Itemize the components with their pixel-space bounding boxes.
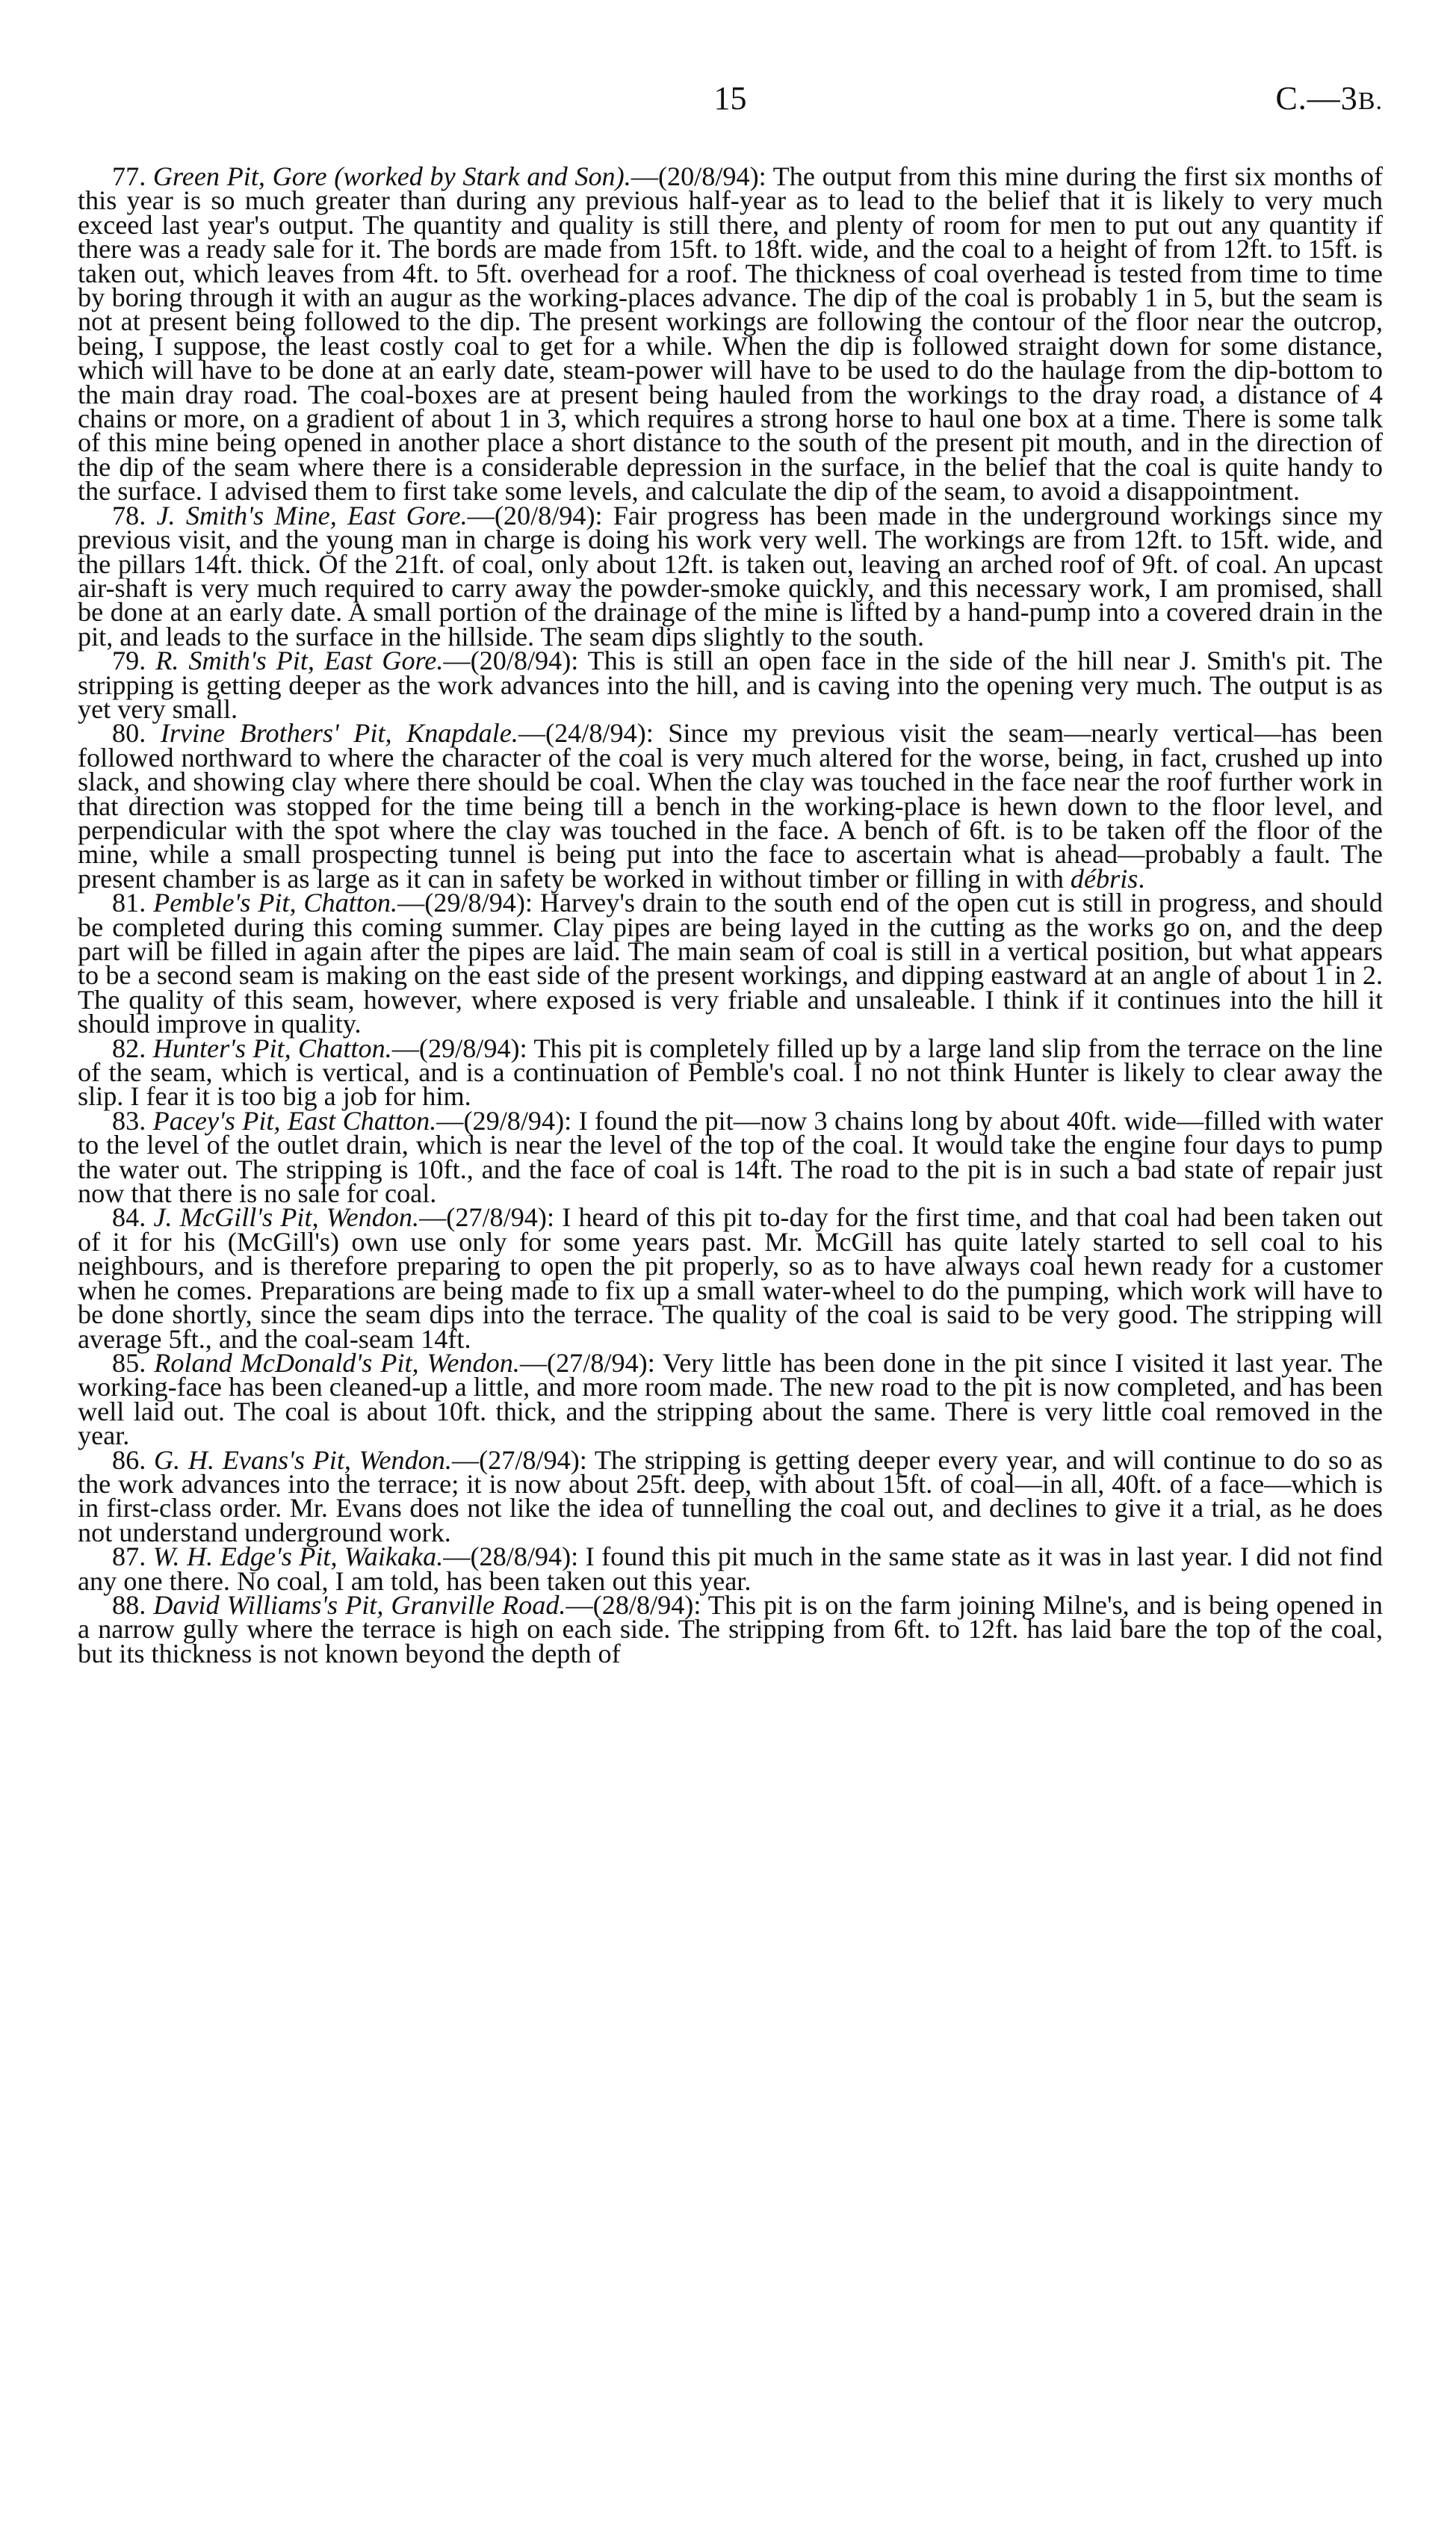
paragraph-title: Pemble's Pit, Chatton. bbox=[153, 888, 398, 918]
paragraph-82 bbox=[78, 1033, 1383, 1112]
paragraph-number: 79. bbox=[112, 646, 146, 676]
series-code-suffix: B. bbox=[1357, 87, 1383, 115]
paragraph-84 bbox=[78, 1202, 1384, 1354]
paragraph-text: —(27/8/94): Very little has been done in the pit since I visited it last year. The working-face has been cleaned-up a little, and more room made. The new road to the pit is now completed, and has been well laid out. The coal is about 10ft. thick, and the stripping about the same. There is very little coal removed in the year. bbox=[78, 1347, 1384, 1451]
paragraph-number: 88. bbox=[112, 1589, 146, 1620]
series-code bbox=[1275, 79, 1383, 117]
paragraph-88 bbox=[78, 1589, 1383, 1668]
paragraph-78 bbox=[78, 500, 1383, 652]
paragraph-title: David Williams's Pit, Granville Road. bbox=[153, 1589, 566, 1620]
paragraph-81 bbox=[78, 888, 1383, 1039]
paragraph-87 bbox=[78, 1541, 1384, 1596]
paragraph-title: Pacey's Pit, East Chatton. bbox=[152, 1105, 437, 1136]
page-number: 15 bbox=[713, 80, 747, 117]
paragraph-number: 77. bbox=[112, 161, 146, 191]
paragraph-number: 85. bbox=[112, 1347, 146, 1378]
paragraph-text: —(28/8/94): I found this pit much in the same state as it was in last year. I did not find any one there. No coal, I am told, has been taken out this year. bbox=[78, 1541, 1384, 1596]
paragraph-tail: . bbox=[1138, 863, 1145, 894]
paragraph-title: J. Smith's Mine, East Gore. bbox=[156, 500, 468, 531]
paragraph-text: —(20/8/94): This is still an open face in the side of the hill near J. Smith's pit. The stripping is getting deeper as the work advances into the hill, and is caving into the opening very much. The output is as yet very small. bbox=[78, 646, 1383, 724]
paragraph-text: —(20/8/94): The output from this mine during the first six months of this year is so much greater than during any previous half-year as to lead to the belief that it is likely to very much exceed last year's output. The quantity and quality is still there, and plenty of room for men to put out any quantity if there was a ready sale for it. The bords are made from 15ft. to 18ft. wide, and the coal to a height of from 12ft. to 15ft. is taken out, which leaves from 4ft. to 5ft. overhead for a roof. The thickness of coal overhead is tested from time to time by boring through it with an augur as the working-places advance. The dip of the coal is probably 1 in 5, but the seam is not at present being followed to the dip. The present workings are following the contour of the floor near the outcrop, being, I suppose, the least costly coal to get for a while. When the dip is followed straight down for some distance, which will have to be done at an early date, steam-power will have to be used to do the haulage from the dip-bottom to the main dray road. The coal-boxes are at present being hauled from the workings to the dray road, a distance of 4 chains or more, on a gradient of about 1 in 3, which requires a strong horse to haul one box at a time. There is some talk of this mine being opened in another place a short distance to the south of the present pit mouth, and in the direction of the dip of the seam where there is a considerable depression in the surface, in the belief that the coal is quite handy to the surface. I advised them to first take some levels, and calculate the dip of the seam, to avoid a disappointment. bbox=[78, 161, 1384, 507]
paragraph-77 bbox=[78, 161, 1384, 507]
paragraph-85 bbox=[78, 1347, 1384, 1451]
paragraph-title: W. H. Edge's Pit, Waikaka. bbox=[152, 1541, 444, 1572]
paragraph-italic-term: débris bbox=[1070, 863, 1139, 894]
paragraph-text: —(27/8/94): I heard of this pit to-day for the first time, and that coal had been taken out of it for his (McGill's) own use only for some years past. Mr. McGill has quite lately started to sell coal to his neighbours, and is therefore preparing to open the pit properly, so as to have always coal hewn ready for a customer when he comes. Preparations are being made to fix up a small water-wheel to do the pumping, which work will have to be done shortly, since the seam dips into the terrace. The quality of the coal is said to be very good. The stripping will average 5ft., and the coal-seam 14ft. bbox=[78, 1202, 1384, 1354]
paragraph-text: —(29/8/94): Harvey's drain to the south end of the open cut is still in progress, and should be completed during this coming summer. Clay pipes are being layed in the cutting as the works go on, and the deep part will be filled in again after the pipes are laid. The main seam of coal is still in a vertical position, but what appears to be a second seam is making on the east side of the present workings, and dipping eastward at an angle of about 1 in 2. The quality of this seam, however, where exposed is very friable and unsaleable. I think if it continues into the hill it should improve in quality. bbox=[78, 888, 1383, 1039]
paragraph-title: Roland McDonald's Pit, Wendon. bbox=[154, 1347, 520, 1378]
paragraph-86 bbox=[78, 1444, 1384, 1547]
paragraph-83 bbox=[78, 1105, 1384, 1209]
series-code-main: C.—3 bbox=[1275, 80, 1358, 117]
paragraph-title: G. H. Evans's Pit, Wendon. bbox=[153, 1444, 452, 1475]
paragraph-80 bbox=[78, 718, 1383, 894]
paragraph-number: 84. bbox=[112, 1202, 146, 1233]
paragraph-number: 87. bbox=[112, 1541, 146, 1572]
paragraph-number: 83. bbox=[112, 1105, 146, 1136]
paragraph-number: 80. bbox=[112, 718, 146, 749]
paragraph-title: J. McGill's Pit, Wendon. bbox=[153, 1202, 420, 1233]
paragraph-79 bbox=[78, 646, 1383, 724]
paragraph-number: 86. bbox=[112, 1444, 146, 1475]
paragraph-number: 81. bbox=[112, 888, 146, 918]
paragraph-title: R. Smith's Pit, East Gore. bbox=[155, 646, 444, 676]
paragraph-text: —(27/8/94): The stripping is getting deeper every year, and will continue to do so as the work advances into the terrace; it is now about 25ft. deep, with about 15ft. of coal—in all, 40ft. of a face—which is in first-class order. Mr. Evans does not like the idea of tunnelling the coal out, and declines to give it a trial, as he does not understand underground work. bbox=[78, 1444, 1384, 1547]
paragraph-number: 82. bbox=[112, 1033, 146, 1063]
paragraph-title: Hunter's Pit, Chatton. bbox=[152, 1033, 392, 1063]
paragraph-text: —(29/8/94): This pit is completely filled up by a large land slip from the terrace on the line of the seam, which is vertical, and is a continuation of Pemble's coal. I no not think Hunter is likely to clear away the slip. I fear it is too big a job for him. bbox=[78, 1033, 1383, 1112]
paragraph-title: Green Pit, Gore (worked by Stark and Son). bbox=[152, 161, 631, 191]
paragraph-text: —(28/8/94): This pit is on the farm joining Milne's, and is being opened in a narrow gully where the terrace is high on each side. The stripping from 6ft. to 12ft. has laid bare the top of the coal, but its thickness is not known beyond the depth of bbox=[78, 1589, 1383, 1668]
paragraph-text: —(24/8/94): Since my previous visit the seam—nearly vertical—has been followed northward to where the character of the coal is very much altered for the worse, being, in fact, crushed up into slack, and showing clay where there should be coal. When the clay was touched in the face near the roof further work in that direction was stopped for the time being till a bench in the working-place is hewn down to the floor level, and perpendicular with the spot where the clay was touched in the face. A bench of 6ft. is to be taken off the floor of the mine, while a small prospecting tunnel is being put into the face to ascertain what is ahead—probably a fault. The present chamber is as large as it can in safety be worked in without timber or filling in with bbox=[78, 718, 1383, 894]
paragraph-number: 78. bbox=[112, 500, 146, 531]
report-body bbox=[78, 161, 1384, 1668]
paragraph-text: —(20/8/94): Fair progress has been made in the underground workings since my previous visit, and the young man in charge is doing his work very well. The workings are from 12ft. to 15ft. wide, and the pillars 14ft. thick. Of the 21ft. of coal, only about 12ft. is taken out, leaving an arched roof of 9ft. of coal. An upcast air-shaft is very much required to carry away the powder-smoke quickly, and this necessary work, I am promised, shall be done at an early date. A small portion of the drainage of the mine is lifted by a hand-pump into a covered drain in the pit, and leads to the surface in the hillside. The seam dips slightly to the south. bbox=[78, 500, 1383, 652]
paragraph-text: —(29/8/94): I found the pit—now 3 chains long by about 40ft. wide—filled with water to the level of the outlet drain, which is near the level of the top of the coal. It would take the engine four days to pump the water out. The stripping is 10ft., and the face of coal is 14ft. The road to the pit is in such a bad state of repair just now that there is no sale for coal. bbox=[78, 1105, 1384, 1209]
paragraph-title: Irvine Brothers' Pit, Knapdale. bbox=[160, 718, 518, 749]
page-header bbox=[78, 73, 1383, 126]
